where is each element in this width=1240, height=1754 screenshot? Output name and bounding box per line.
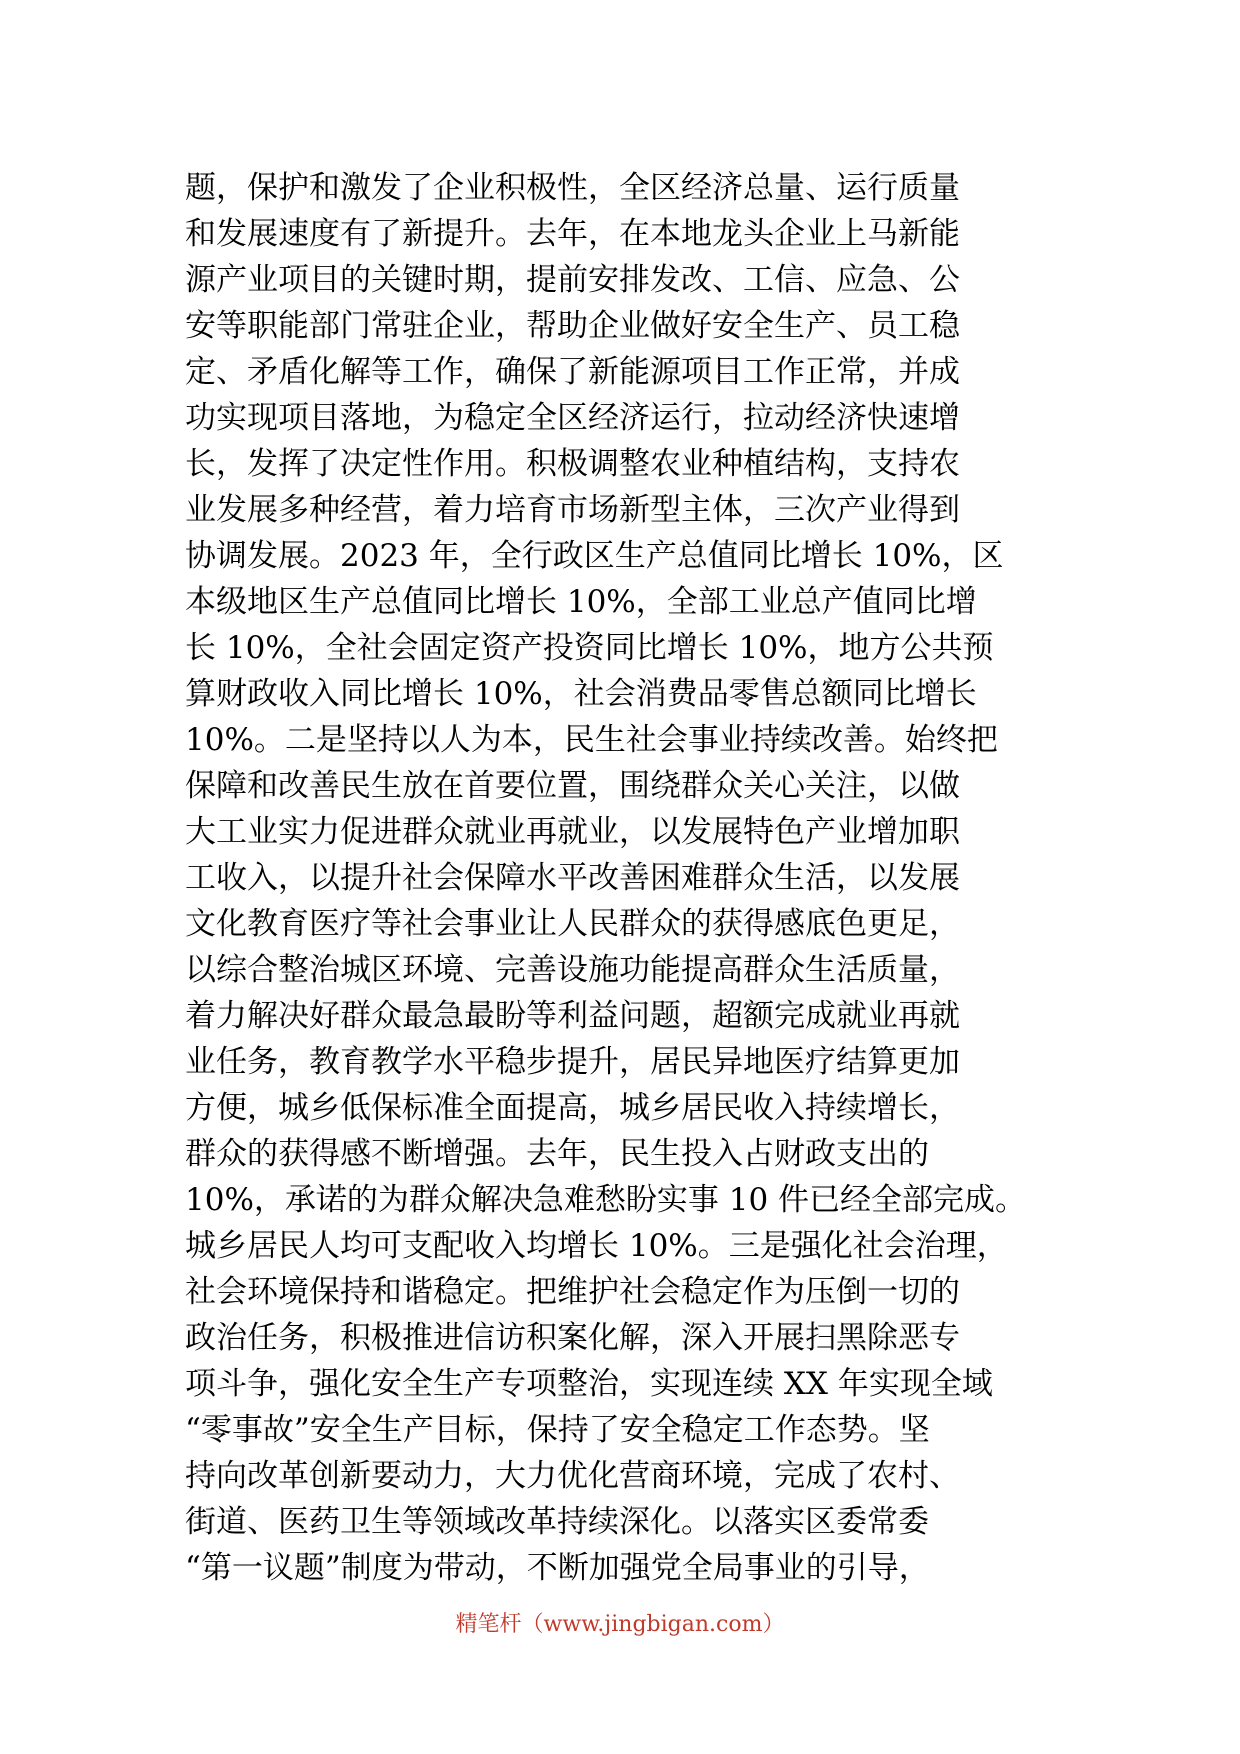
body-line: 和发展速度有了新提升。去年，在本地龙头企业上马新能 xyxy=(185,216,960,252)
body-line: 项斗争，强化安全生产专项整治，实现连续 XX 年实现全域 xyxy=(185,1366,993,1402)
body-line: 工收入，以提升社会保障水平改善困难群众生活，以发展 xyxy=(185,860,960,896)
body-line: 题，保护和激发了企业积极性，全区经济总量、运行质量 xyxy=(185,170,960,206)
body-line: 保障和改善民生放在首要位置，围绕群众关心关注，以做 xyxy=(185,768,960,804)
body-line: 本级地区生产总值同比增长 10%，全部工业总产值同比增 xyxy=(185,584,977,620)
body-line: “零事故”安全生产目标，保持了安全稳定工作态势。坚 xyxy=(185,1412,930,1448)
body-line: 长，发挥了决定性作用。积极调整农业种植结构，支持农 xyxy=(185,446,960,482)
body-line: 10%，承诺的为群众解决急难愁盼实事 10 件已经全部完成。 xyxy=(185,1182,1027,1218)
body-line: 10%。二是坚持以人为本，民生社会事业持续改善。始终把 xyxy=(185,722,998,758)
body-line: 功实现项目落地，为稳定全区经济运行，拉动经济快速增 xyxy=(185,400,960,436)
body-line: 社会环境保持和谐稳定。把维护社会稳定作为压倒一切的 xyxy=(185,1274,960,1310)
body-line: 大工业实力促进群众就业再就业，以发展特色产业增加职 xyxy=(185,814,960,850)
body-line: 着力解决好群众最急最盼等利益问题，超额完成就业再就 xyxy=(185,998,960,1034)
body-text xyxy=(185,165,1065,1591)
body-line: 安等职能部门常驻企业，帮助企业做好安全生产、员工稳 xyxy=(185,308,960,344)
footer-watermark: 精笔杆（www.jingbigan.com） xyxy=(455,1612,785,1637)
body-line: 群众的获得感不断增强。去年，民生投入占财政支出的 xyxy=(185,1136,929,1172)
body-line: 以综合整治城区环境、完善设施功能提高群众生活质量， xyxy=(185,952,960,988)
body-line: “第一议题”制度为带动，不断加强党全局事业的引导， xyxy=(185,1550,930,1586)
body-line: 街道、医药卫生等领域改革持续深化。以落实区委常委 xyxy=(185,1504,929,1540)
body-line: 方便，城乡低保标准全面提高，城乡居民收入持续增长， xyxy=(185,1090,960,1126)
body-line: 长 10%，全社会固定资产投资同比增长 10%，地方公共预 xyxy=(185,630,994,666)
body-line: 政治任务，积极推进信访积案化解，深入开展扫黑除恶专 xyxy=(185,1320,960,1356)
body-line: 源产业项目的关键时期，提前安排发改、工信、应急、公 xyxy=(185,262,960,298)
body-line: 业任务，教育教学水平稳步提升，居民异地医疗结算更加 xyxy=(185,1044,960,1080)
body-line: 文化教育医疗等社会事业让人民群众的获得感底色更足， xyxy=(185,906,960,942)
body-line: 业发展多种经营，着力培育市场新型主体，三次产业得到 xyxy=(185,492,960,528)
body-line: 协调发展。2023 年，全行政区生产总值同比增长 10%，区 xyxy=(185,538,1004,574)
body-line: 城乡居民人均可支配收入均增长 10%。三是强化社会治理， xyxy=(185,1228,1008,1264)
body-line: 持向改革创新要动力，大力优化营商环境，完成了农村、 xyxy=(185,1458,960,1494)
body-line: 算财政收入同比增长 10%，社会消费品零售总额同比增长 xyxy=(185,676,977,712)
body-line: 定、矛盾化解等工作，确保了新能源项目工作正常，并成 xyxy=(185,354,960,390)
